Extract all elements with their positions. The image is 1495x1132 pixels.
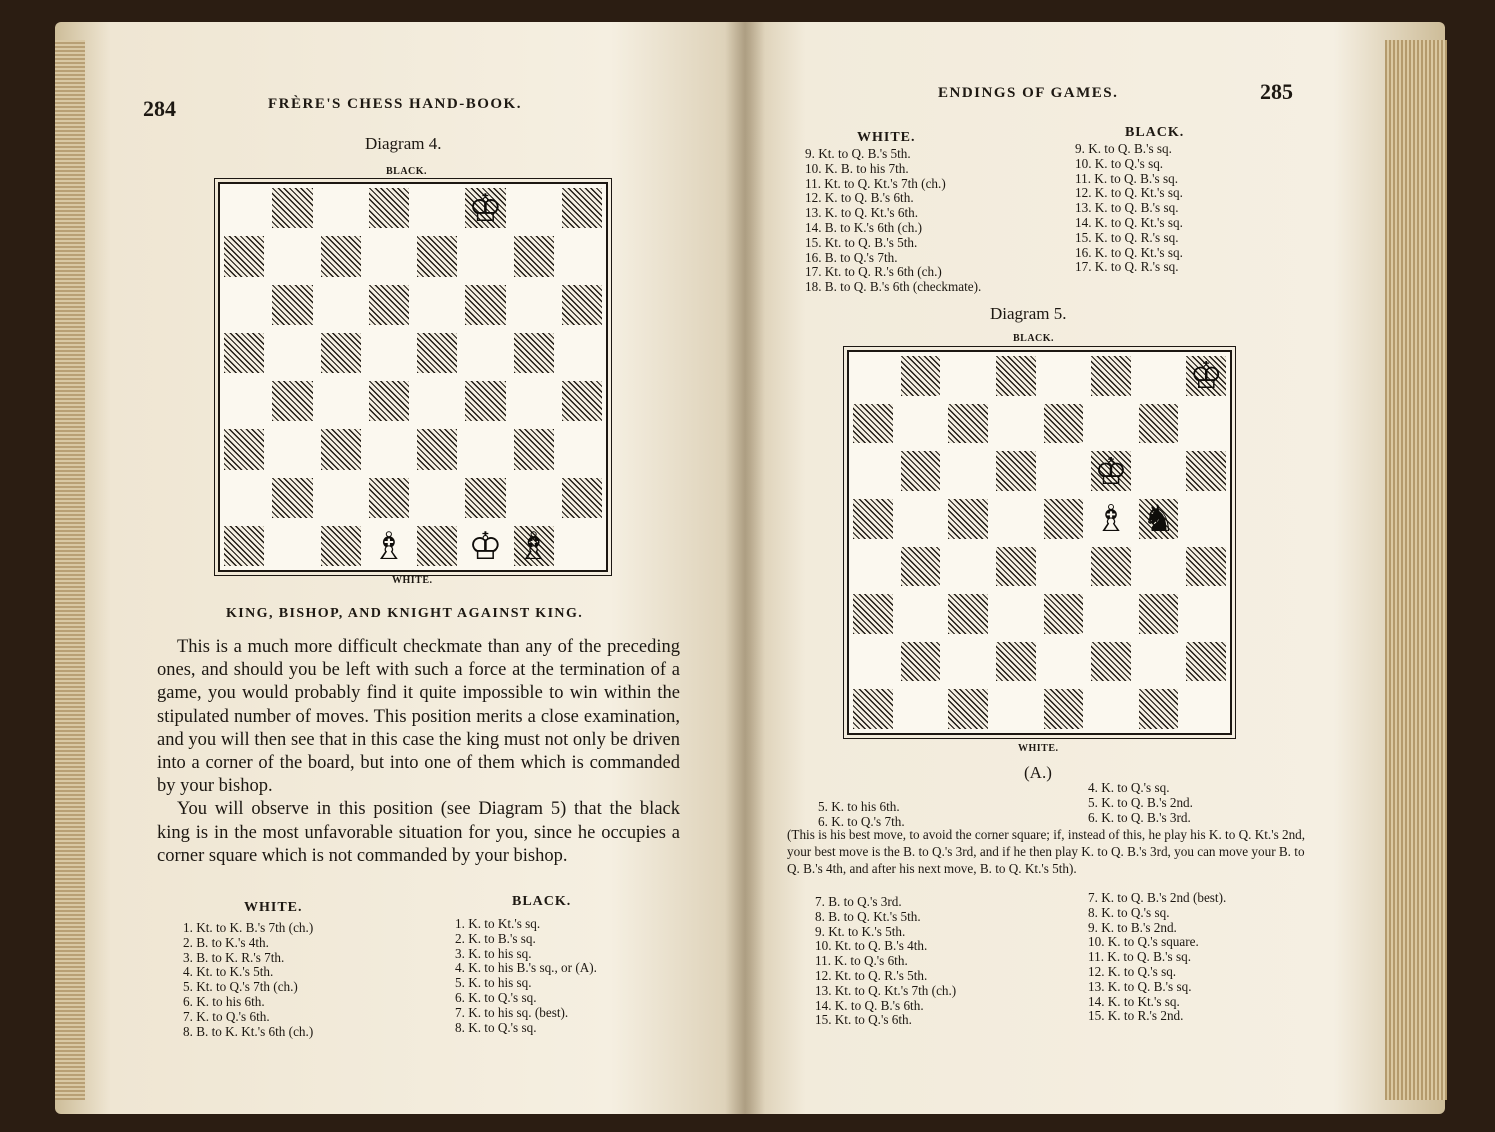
left-page-edges [55,40,85,1100]
move-line: 6. K. to Q. B.'s 3rd. [1088,809,1191,825]
move-line: 14. K. to Q. Kt.'s sq. [1075,214,1183,230]
dark-square [562,188,602,228]
move-line: 8. K. to Q.'s sq. [1088,904,1170,920]
dark-square [1139,404,1179,444]
move-line: 13. Kt. to Q. Kt.'s 7th (ch.) [815,982,957,998]
diagram-4-black-label: BLACK. [386,166,428,177]
move-line: 18. B. to Q. B.'s 6th (checkmate). [805,279,982,295]
move-line: 12. K. to Q.'s sq. [1088,963,1177,979]
white-column-heading-right: WHITE. [857,130,916,145]
black-king-icon: ♔ [1189,354,1223,398]
dark-square [417,333,457,373]
move-line: 17. K. to Q. R.'s sq. [1075,259,1179,275]
move-line: 10. K. B. to his 7th. [805,160,909,176]
dark-square [465,285,505,325]
dark-square [948,404,988,444]
move-line: 7. K. to his sq. (best). [455,1004,569,1020]
dark-square [996,642,1036,682]
move-line: 13. K. to Q. Kt.'s 6th. [805,205,919,221]
dark-square [224,526,264,566]
dark-square [562,381,602,421]
move-line: 9. Kt. to K.'s 5th. [815,923,906,939]
dark-square [369,381,409,421]
dark-square [1091,547,1131,587]
dark-square [514,333,554,373]
white-king-icon: ♔ [468,523,503,568]
dark-square [514,236,554,276]
move-line: 5. K. to his sq. [455,975,532,991]
dark-square [369,285,409,325]
dark-square [321,429,361,469]
dark-square [1044,404,1084,444]
page-number-left: 284 [143,96,176,121]
diagram-4-white-label: WHITE. [392,575,433,586]
white-bishop-icon: ♗ [1094,497,1128,541]
dark-square [996,451,1036,491]
move-line: 4. Kt. to K.'s 5th. [183,964,274,980]
dark-square [224,429,264,469]
dark-square [948,689,988,729]
variation-a-label: (A.) [1024,763,1052,782]
move-line: 7. B. to Q.'s 3rd. [815,894,902,909]
move-line: 11. K. to Q.'s 6th. [815,953,908,969]
running-head-right: ENDINGS OF GAMES. [938,85,1119,101]
black-moves-list-right [1075,142,1183,275]
dark-square [1044,689,1084,729]
move-line: 8. B. to K. Kt.'s 6th (ch.) [183,1023,314,1039]
move-line: 3. K. to his sq. [455,945,532,961]
move-line: 5. K. to his 6th. [818,799,900,814]
white-bishop-icon: ♗ [371,523,406,568]
dark-square [1186,547,1226,587]
move-line: 7. K. to Q.'s 6th. [183,1008,270,1024]
dark-square [224,333,264,373]
dark-square [853,689,893,729]
move-line: 10. K. to Q.'s square. [1088,934,1199,950]
move-line: 17. Kt. to Q. R.'s 6th (ch.) [805,264,942,280]
move-line: 3. B. to K. R.'s 7th. [183,949,285,965]
move-line: 5. K. to Q. B.'s 2nd. [1088,794,1193,810]
dark-square [901,642,941,682]
dark-square [369,188,409,228]
white-moves-list-right [805,147,981,295]
dark-square [1186,451,1226,491]
black-column-heading: BLACK. [512,894,572,909]
dark-square [853,404,893,444]
move-line: 2. K. to B.'s sq. [455,930,536,946]
dark-square [1044,499,1084,539]
diagram-5-white-label: WHITE. [1018,743,1059,754]
move-line: 16. K. to Q. Kt.'s sq. [1075,244,1183,260]
paragraph-1: This is a much more difficult checkmate than any of the preceding ones, and should you be left with such a force at the termination of a game, you would probably find it quite impossible to win within the stipulated number of moves. This position merits a close examination, and you will then see that in this case the king must not only be driven into a corner of the board, but into one of them which is commanded by your bishop. [157,637,680,797]
white-king-icon: ♔ [1094,449,1128,493]
dark-square [562,285,602,325]
dark-square [272,285,312,325]
chessboard-diagram-5 [847,350,1232,735]
page-number-right: 285 [1260,79,1293,104]
dark-square [948,594,988,634]
move-line: 11. K. to Q. B.'s sq. [1088,949,1192,965]
dark-square [1139,594,1179,634]
dark-square [1091,642,1131,682]
dark-square [853,499,893,539]
move-line: 6. K. to his 6th. [183,993,265,1009]
move-line: 15. Kt. to Q. B.'s 5th. [805,234,918,250]
dark-square [321,526,361,566]
move-line: 15. K. to Q. R.'s sq. [1075,229,1179,245]
move-line: 7. K. to Q. B.'s 2nd (best). [1088,890,1227,905]
dark-square [321,333,361,373]
move-line: 4. K. to Q.'s sq. [1088,780,1170,795]
dark-square [901,451,941,491]
dark-square [272,188,312,228]
continuation-white-moves [815,895,956,1028]
move-line: 6. K. to Q.'s sq. [455,989,537,1005]
move-line: 2. B. to K.'s 4th. [183,934,269,950]
dark-square [901,547,941,587]
dark-square [901,356,941,396]
dark-square [272,381,312,421]
dark-square [1139,689,1179,729]
dark-square [465,478,505,518]
move-line: 14. K. to Q. B.'s 6th. [815,997,924,1013]
move-line: 8. K. to Q.'s sq. [455,1019,537,1035]
move-line: 1. Kt. to K. B.'s 7th (ch.) [183,920,314,935]
move-line: 5. Kt. to Q.'s 7th (ch.) [183,979,298,995]
move-line: 12. K. to Q. Kt.'s sq. [1075,185,1183,201]
move-line: 10. K. to Q.'s sq. [1075,155,1164,171]
diagram-5-title: Diagram 5. [990,304,1067,323]
paragraph-2: You will observe in this position (see Diagram 5) that the black king is in the most unfavorable situation for you, since he occupies a corner square which is not commanded by your bishop. [157,799,680,866]
move-line: 1. K. to Kt.'s sq. [455,916,541,931]
dark-square [321,236,361,276]
black-column-heading-right: BLACK. [1125,125,1185,140]
move-line: 9. K. to B.'s 2nd. [1088,919,1177,935]
book-gutter [725,22,765,1114]
section-title: KING, BISHOP, AND KNIGHT AGAINST KING. [226,606,584,621]
white-bishop-icon: ♗ [516,523,551,568]
white-column-heading: WHITE. [244,900,303,915]
diagram-4-title: Diagram 4. [365,134,442,153]
dark-square [272,478,312,518]
diagram-5-black-label: BLACK. [1013,333,1055,344]
dark-square [369,478,409,518]
dark-square [417,526,457,566]
move-line: 11. Kt. to Q. Kt.'s 7th (ch.) [805,175,946,191]
dark-square [224,236,264,276]
move-line: 12. Kt. to Q. R.'s 5th. [815,967,928,983]
dark-square [1044,594,1084,634]
white-knight-icon: ♞ [1141,497,1176,541]
dark-square [1186,642,1226,682]
dark-square [1091,356,1131,396]
move-line: 15. K. to R.'s 2nd. [1088,1008,1184,1024]
black-king-icon: ♔ [468,186,503,231]
move-line: 10. Kt. to Q. B.'s 4th. [815,938,928,954]
dark-square [562,478,602,518]
move-line: 4. K. to his B.'s sq., or (A). [455,960,597,976]
dark-square [417,429,457,469]
running-head-left: FRÈRE'S CHESS HAND-BOOK. [268,96,522,112]
white-moves-list [183,921,313,1039]
move-line: 9. K. to Q. B.'s sq. [1075,141,1172,156]
dark-square [948,499,988,539]
right-page-edges [1385,40,1447,1100]
dark-square [996,356,1036,396]
move-line: 9. Kt. to Q. B.'s 5th. [805,146,911,161]
move-line: 11. K. to Q. B.'s sq. [1075,170,1179,186]
dark-square [465,381,505,421]
move-line: 14. B. to K.'s 6th (ch.) [805,219,923,235]
move-line: 15. Kt. to Q.'s 6th. [815,1012,912,1028]
move-line: 13. K. to Q. B.'s sq. [1075,200,1179,216]
dark-square [514,429,554,469]
variation-note: (This is his best move, to avoid the corner square; if, instead of this, he play his K. to Q. Kt.'s 2nd, your best move is the B. to Q.'s 3rd, and if he then play K. to Q. B.'s 3rd, you can move your B. to Q. B.'s 4th, and after his next move, B. to Q. Kt.'s 5th). [787,827,1306,876]
move-line: 16. B. to Q.'s 7th. [805,249,898,265]
body-text [157,636,680,868]
move-line: 14. K. to Kt.'s sq. [1088,993,1180,1009]
variation-a-black-moves [1088,781,1193,825]
black-moves-list [455,917,597,1035]
chessboard-diagram-4 [218,182,608,572]
dark-square [853,594,893,634]
dark-square [996,547,1036,587]
continuation-black-moves [1088,891,1226,1024]
dark-square [417,236,457,276]
move-line: 6. K. to Q.'s 7th. [818,813,905,829]
move-line: 13. K. to Q. B.'s sq. [1088,978,1192,994]
move-line: 12. K. to Q. B.'s 6th. [805,190,914,206]
move-line: 8. B. to Q. Kt.'s 5th. [815,908,921,924]
